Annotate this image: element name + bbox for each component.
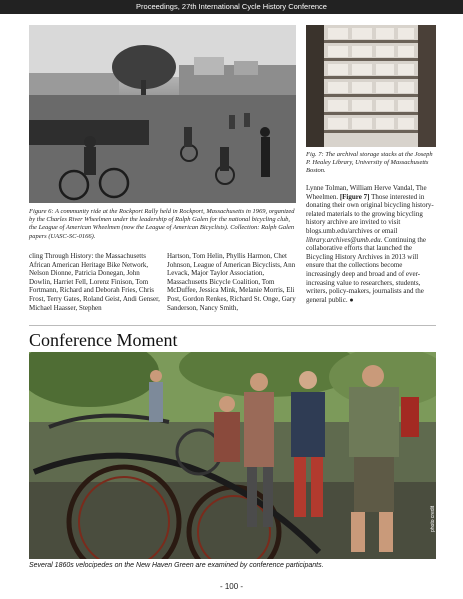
archives-email: library.archives@umb.edu xyxy=(306,235,381,244)
figure-7-illustration xyxy=(306,25,436,147)
figure-7-reference: [Figure 7] xyxy=(339,192,370,201)
section-title: Conference Moment xyxy=(29,330,178,350)
figure-6-caption: Figure 6: A community ride at the Rockport Rally held in Rockport, Massachusetts in 1969, organized by the Charles River Wheelmen under the leadership of Ralph Galen for the national bicycling club, the League of American Wheelmen (now the League of American Bicyclists). Collection: Ralph Galen papers (UASC-SC-0166). xyxy=(29,208,295,240)
figure-7-caption: Fig. 7: The archival storage stacks at the Joseph P. Healey Library, University of Massachusetts Boston. xyxy=(306,151,433,175)
right-column-text-part-3: . Continuing the collaborative efforts that launched the Bicycling History Archives in 2013 will ensure that the collections become increasingly deep and broad and of ever-increasing value to researchers, students, writers, policy-makers, journalists and the general public. ● xyxy=(306,235,426,304)
figure-7-photo xyxy=(306,25,436,147)
page-number: - 100 - xyxy=(219,582,244,591)
conference-caption: Several 1860s velocipedes on the New Haven Green are examined by conference participants. xyxy=(29,562,324,569)
section-divider xyxy=(29,325,436,326)
middle-column-text: Hartson, Tom Helin, Phyllis Harmon, Chet Johnson, League of American Bicyclists, Ann Levack, Major Taylor Association, Massachusetts Bicycle Coalition, Tom McDuffee, Jessica Mink, Melanie Morris, Eli Post, Gordon Renkes, Richard St. Onge, Gary Sanderson, Nancy Smith, xyxy=(167,252,296,312)
conference-photo xyxy=(29,352,436,559)
left-column-text: cling Through History: the Massachusetts African American Heritage Bike Network, Nelson Dionne, Patricia Donegan, John Dowlin, Harriet Fell, Lorenz Finison, Tom Fortmann, Richard and Deborah Fries, Chris Frost, Terry Gates, Roland Geist, Andi Genser, Michael Haasser, Stephen xyxy=(29,252,160,312)
figure-6-illustration xyxy=(29,25,296,203)
photo-credit: photo credit xyxy=(430,505,436,532)
figure-6-photo xyxy=(29,25,296,203)
conference-illustration xyxy=(29,352,436,559)
right-column-text xyxy=(306,184,436,304)
right-column-text-part-1: Lynne Tolman, William Herve Vandal, The Wheelmen. xyxy=(306,184,427,201)
running-header: Proceedings, 27th International Cycle History Conference xyxy=(0,0,463,14)
right-column-text-part-2: Those interested in donating their own original bicycling history-related materials to the growing bicycling history archive are invited to visit blogs.umb.edu/archives or email xyxy=(306,192,434,235)
